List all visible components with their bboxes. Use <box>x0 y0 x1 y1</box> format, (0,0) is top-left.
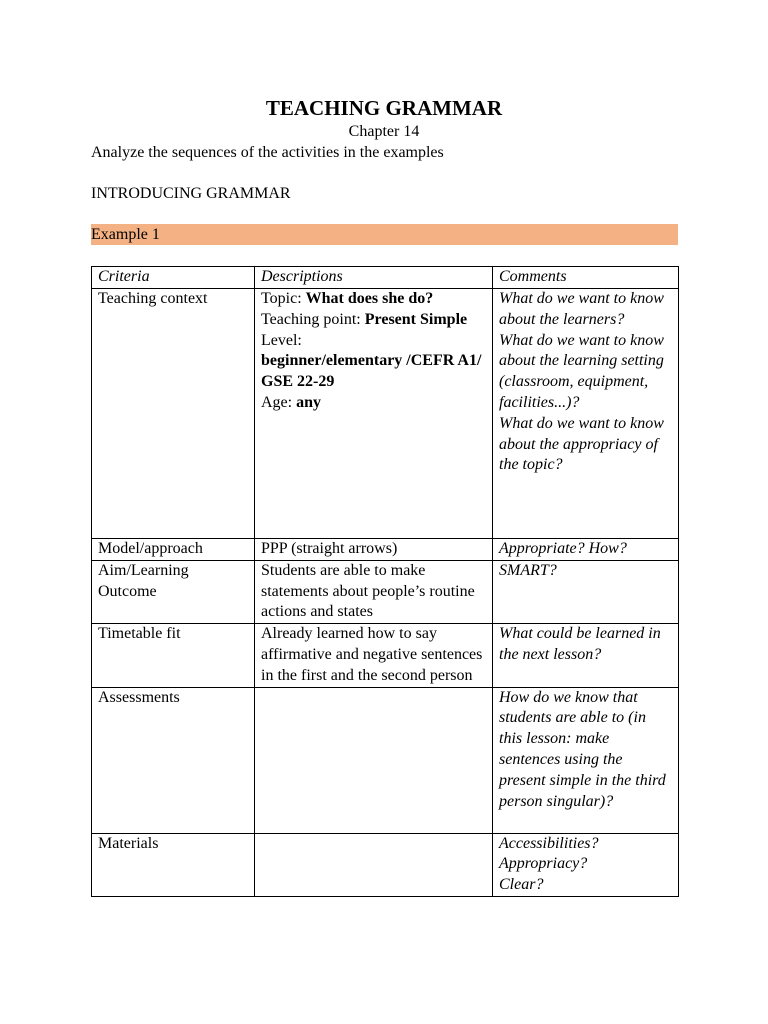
comments-cell <box>493 833 679 896</box>
table-row <box>92 687 679 833</box>
section-heading: INTRODUCING GRAMMAR <box>91 185 291 202</box>
table-row <box>92 833 679 896</box>
header-descriptions: Descriptions <box>255 267 493 289</box>
criteria-cell: Assessments <box>92 687 255 833</box>
document-title: TEACHING GRAMMAR <box>265 96 503 120</box>
comment-line: What do we want to know about the learners? <box>499 290 664 328</box>
level-value: beginner/elementary /CEFR A1/ GSE 22-29 <box>261 352 482 391</box>
teaching-point-label: Teaching point: <box>261 310 365 328</box>
description-cell: Already learned how to say affirmative and negative sentences in the first and the second person <box>255 624 493 687</box>
table-row <box>92 624 679 687</box>
comment-line: Accessibilities? <box>499 834 599 852</box>
header-comments: Comments <box>493 267 679 289</box>
table-row <box>92 560 679 623</box>
comment-line: SMART? <box>499 561 557 579</box>
comment-line: Clear? <box>499 876 544 894</box>
instruction-text: Analyze the sequences of the activities in the examples <box>91 144 444 161</box>
comment-line: What do we want to know about the appropriacy of the topic? <box>499 414 664 474</box>
description-cell <box>255 833 493 896</box>
table-row <box>92 539 679 561</box>
table-header-row <box>92 267 679 289</box>
comments-cell <box>493 687 679 833</box>
comments-cell <box>493 539 679 561</box>
description-cell <box>255 687 493 833</box>
age-label: Age: <box>261 393 297 411</box>
criteria-cell: Teaching context <box>92 289 255 539</box>
description-cell: Students are able to make statements about people’s routine actions and states <box>255 560 493 623</box>
comments-cell <box>493 624 679 687</box>
description-cell <box>255 289 493 539</box>
description-cell: PPP (straight arrows) <box>255 539 493 561</box>
comment-line: How do we know that students are able to (in this lesson: make sentences using the present simple in the third person singular)? <box>499 688 666 810</box>
comment-line: What do we want to know about the learning setting (classroom, equipment, facilities...)? <box>499 331 664 411</box>
topic-value: What does she do? <box>305 290 434 307</box>
criteria-cell: Materials <box>92 833 255 896</box>
comment-line: Appropriacy? <box>499 855 588 873</box>
comment-line: Appropriate? How? <box>499 540 627 557</box>
header-criteria: Criteria <box>92 267 255 289</box>
level-label: Level: <box>261 331 302 349</box>
table-row <box>92 289 679 539</box>
example-heading-label: Example 1 <box>91 226 160 243</box>
comment-line: What could be learned in the next lesson? <box>499 625 661 663</box>
comments-cell <box>493 289 679 539</box>
comments-cell <box>493 560 679 623</box>
age-value: any <box>296 393 322 411</box>
criteria-cell: Model/approach <box>92 539 255 561</box>
topic-label: Topic: <box>261 290 306 307</box>
chapter-subtitle: Chapter 14 <box>348 123 420 140</box>
criteria-cell: Aim/Learning Outcome <box>92 560 255 623</box>
analysis-table <box>91 266 679 897</box>
criteria-cell: Timetable fit <box>92 624 255 687</box>
teaching-point-value: Present Simple <box>364 310 468 328</box>
example-heading-bar <box>91 224 678 245</box>
